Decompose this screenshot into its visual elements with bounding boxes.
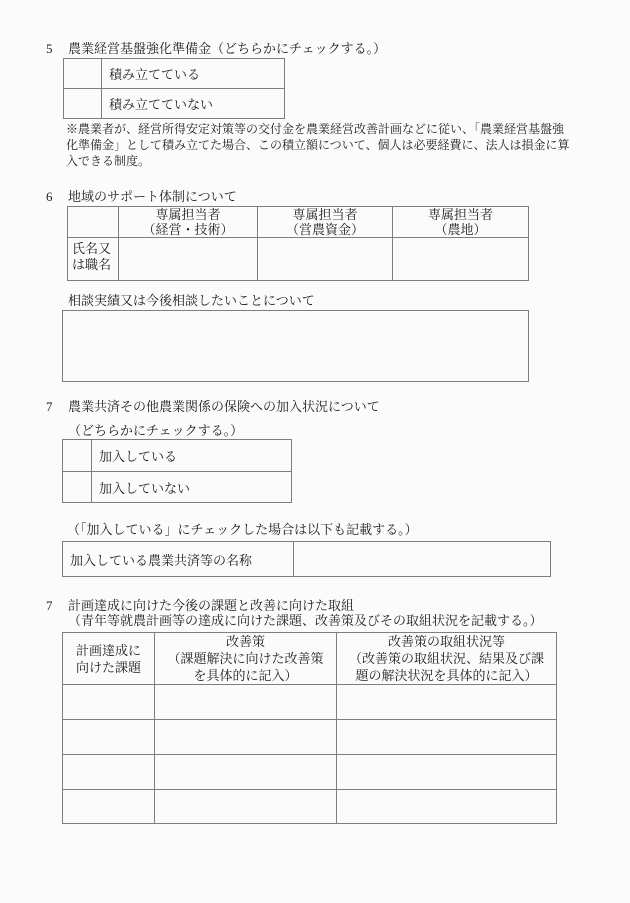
section7a-subtitle: （どちらかにチェックする。） [68, 423, 244, 438]
plan-col3-line3: 題の解決状況を具体的に記入） [355, 668, 538, 683]
option-label-reserve-yes: 積み立てている [102, 59, 285, 89]
section6-heading [46, 189, 237, 205]
section5-heading [46, 41, 386, 57]
support-col1-line1: 専属担当者 [155, 207, 221, 222]
insurance-name-value-cell[interactable] [294, 542, 551, 577]
checkbox-cell-reserve-no[interactable] [64, 89, 102, 119]
section7a-number: 7 [46, 399, 53, 414]
support-col2-line1: 専属担当者 [292, 207, 358, 222]
insurance-checkbox-table [62, 439, 292, 503]
support-name-cell-farmland[interactable] [393, 238, 529, 281]
plan-issue-cell-2[interactable] [63, 720, 155, 755]
option-label-insured-no: 加入していない [92, 472, 292, 503]
support-col-header-farmland [393, 207, 529, 238]
plan-table-row [63, 720, 557, 755]
note-line-1: ※農業者が、経営所得安定対策等の交付金を農業経営改善計画などに従い、「農業経営基盤強 [66, 122, 565, 136]
section7b-title: 計画達成に向けた今後の課題と改善に向けた取組 [68, 598, 355, 613]
plan-improvement-cell-1[interactable] [155, 685, 337, 720]
plan-status-cell-4[interactable] [337, 790, 557, 824]
support-name-cell-management[interactable] [119, 238, 258, 281]
support-row-header-name [68, 238, 119, 281]
insurance-name-table [62, 541, 551, 577]
section7a-heading [46, 399, 380, 415]
plan-col-header-status [337, 633, 557, 685]
section6-title: 地域のサポート体制について [68, 189, 237, 204]
row-header-line2: は職名 [72, 257, 112, 272]
note-line-3: 入できる制度。 [66, 154, 151, 168]
section5-number: 5 [46, 41, 53, 56]
plan-improvement-cell-3[interactable] [155, 755, 337, 790]
plan-col-header-improvements [155, 633, 337, 685]
reserve-fund-note [66, 121, 572, 169]
plan-table-row [63, 755, 557, 790]
support-col3-line2: （農地） [434, 222, 487, 237]
insurance-name-label: 加入している農業共済等の名称 [63, 542, 294, 577]
section5-title: 農業経営基盤強化準備金（どちらかにチェックする。） [68, 41, 387, 56]
plan-table-row [63, 685, 557, 720]
consultation-notes-box[interactable] [62, 310, 529, 382]
support-col-header-management [119, 207, 258, 238]
plan-col3-line2: （改善策の取組状況、結果及び課 [348, 651, 544, 666]
plan-status-cell-3[interactable] [337, 755, 557, 790]
checkbox-cell-insured-yes[interactable] [63, 440, 92, 472]
plan-issues-table [62, 632, 557, 824]
support-table-corner-cell [68, 207, 119, 238]
plan-status-cell-1[interactable] [337, 685, 557, 720]
consultation-label: 相談実績又は今後相談したいことについて [68, 293, 315, 308]
option-label-reserve-no: 積み立てていない [102, 89, 285, 119]
plan-col2-line2: （課題解決に向けた改善策 [167, 651, 324, 666]
plan-improvement-cell-2[interactable] [155, 720, 337, 755]
support-col2-line2: （営農資金） [285, 222, 364, 237]
section7a-title: 農業共済その他農業関係の保険への加入状況について [68, 399, 380, 414]
checkbox-cell-insured-no[interactable] [63, 472, 92, 503]
insurance-conditional-note: （「加入している」にチェックした場合は以下も記載する。） [67, 522, 418, 537]
support-col3-line1: 専属担当者 [427, 207, 493, 222]
plan-issue-cell-1[interactable] [63, 685, 155, 720]
support-staff-table [67, 206, 529, 281]
plan-table-row [63, 790, 557, 824]
section6-number: 6 [46, 189, 53, 204]
plan-issue-cell-4[interactable] [63, 790, 155, 824]
row-header-line1: 氏名又 [72, 241, 112, 256]
section7b-number: 7 [46, 598, 53, 613]
plan-col-header-issues [63, 633, 155, 685]
support-col1-line2: （経営・技術） [142, 222, 234, 237]
note-line-2: 化準備金」として積み立てた場合、この積立額について、個人は必要経費に、法人は損金に算 [66, 138, 570, 152]
plan-issue-cell-3[interactable] [63, 755, 155, 790]
option-label-insured-yes: 加入している [92, 440, 292, 472]
plan-col1-line1: 計画達成に [75, 642, 141, 658]
plan-col2-line1: 改善策 [225, 634, 265, 649]
support-col-header-funding [258, 207, 393, 238]
plan-col1-line2: 向けた課題 [75, 659, 141, 675]
plan-improvement-cell-4[interactable] [155, 790, 337, 824]
plan-status-cell-2[interactable] [337, 720, 557, 755]
section7b-subtitle: （青年等就農計画等の達成に向けた課題、改善策及びその取組状況を記載する。） [68, 613, 543, 628]
support-name-cell-funding[interactable] [258, 238, 393, 281]
reserve-fund-checkbox-table [63, 58, 285, 119]
section7b-heading [46, 598, 354, 614]
checkbox-cell-reserve-yes[interactable] [64, 59, 102, 89]
plan-col3-line1: 改善策の取組状況等 [387, 634, 505, 649]
plan-col2-line3: を具体的に記入） [193, 668, 298, 683]
